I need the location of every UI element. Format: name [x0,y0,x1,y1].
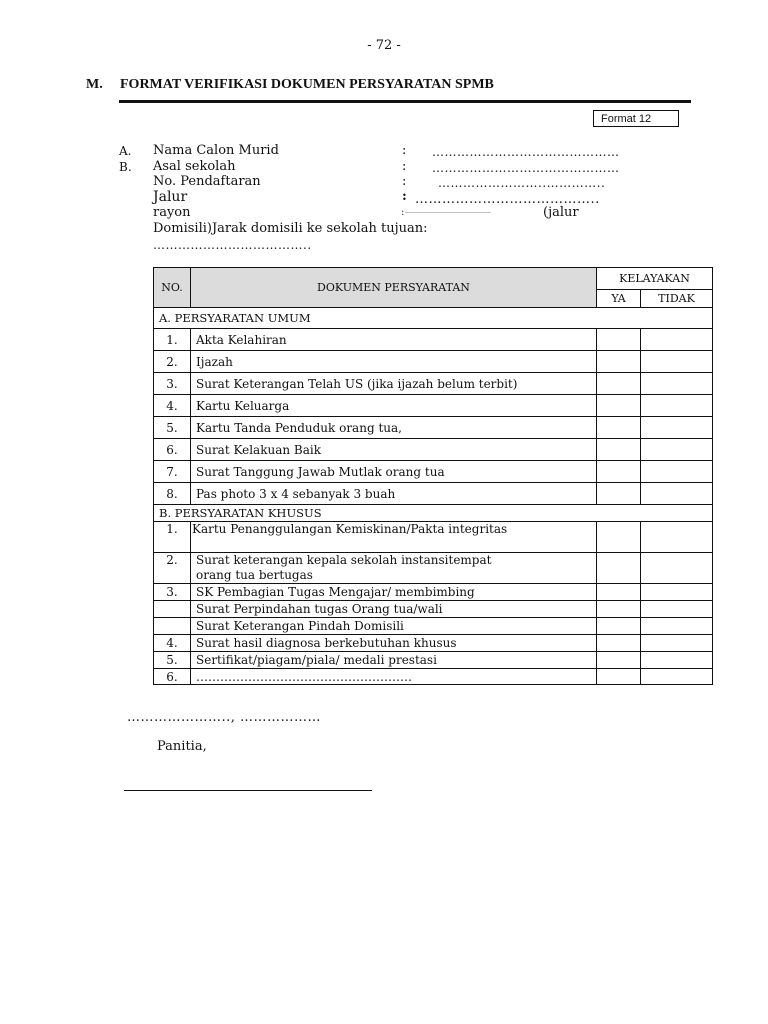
check-tidak[interactable] [641,417,713,439]
nama-label: Nama Calon Murid [153,143,279,158]
section-b-header: B. PERSYARATAN KHUSUS [154,505,713,522]
requirements-table [153,267,713,685]
table-row [154,417,713,439]
row-number: 2. [154,553,191,584]
check-tidak[interactable] [641,601,713,618]
table-row [154,395,713,417]
table-row [154,618,713,635]
check-ya[interactable] [597,652,641,669]
signature-line [124,790,372,791]
row-document [191,553,597,584]
check-ya[interactable] [597,522,641,553]
check-tidak[interactable] [641,351,713,373]
row-document: SK Pembagian Tugas Mengajar/ membimbing [191,584,597,601]
col-header-tidak: TIDAK [641,290,713,308]
table-row [154,652,713,669]
check-ya[interactable] [597,553,641,584]
jalur-colon: : [402,189,407,204]
row-number [154,601,191,618]
row-document: Pas photo 3 x 4 sebanyak 3 buah [191,483,597,505]
col-header-dokumen: DOKUMEN PERSYARATAN [191,268,597,308]
check-ya[interactable] [597,351,641,373]
check-ya[interactable] [597,669,641,685]
check-tidak[interactable] [641,618,713,635]
row-number: 6. [154,439,191,461]
row-document-line2: orang tua bertugas [196,568,313,582]
table-row [154,351,713,373]
domisili-value[interactable]: ……………………………….. [153,238,312,252]
no-pendaftaran-label: No. Pendaftaran [153,174,261,189]
rayon-label: rayon [153,205,191,220]
asal-label: Asal sekolah [153,159,236,174]
row-document: Ijazah [191,351,597,373]
check-ya[interactable] [597,329,641,351]
row-number: 3. [154,373,191,395]
table-row [154,601,713,618]
check-ya[interactable] [597,439,641,461]
nama-value[interactable]: ……………………………………… [432,145,620,159]
check-ya[interactable] [597,483,641,505]
rayon-value[interactable]: ……………………………………. [405,208,491,215]
row-number: 5. [154,652,191,669]
page-number: - 72 - [367,38,401,53]
row-number: 3. [154,584,191,601]
table-row [154,635,713,652]
no-pendaftaran-colon: : [402,174,407,189]
row-document: Surat Keterangan Telah US (jika ijazah belum terbit) [191,373,597,395]
section-title: FORMAT VERIFIKASI DOKUMEN PERSYARATAN SPMB [120,77,494,92]
table-row [154,461,713,483]
table-row [154,373,713,395]
asal-value[interactable]: ……………………………………… [432,161,620,175]
row-number: 5. [154,417,191,439]
jalur-label: Jalur [153,189,188,205]
row-document: Surat hasil diagnosa berkebutuhan khusus [191,635,597,652]
row-document: ……………………………………………… [191,669,597,685]
check-ya[interactable] [597,461,641,483]
section-letter: M. [86,77,103,92]
col-header-ya: YA [597,290,641,308]
check-tidak[interactable] [641,483,713,505]
check-tidak[interactable] [641,584,713,601]
row-number: 1. [154,522,191,553]
field-letter-b: B. [119,160,132,174]
check-ya[interactable] [597,618,641,635]
title-underline [119,100,691,103]
check-tidak[interactable] [641,395,713,417]
rayon-suffix: (jalur [543,205,579,220]
check-ya[interactable] [597,635,641,652]
check-tidak[interactable] [641,439,713,461]
row-number: 1. [154,329,191,351]
check-tidak[interactable] [641,522,713,553]
check-tidak[interactable] [641,652,713,669]
table-row [154,522,713,553]
domisili-label: Domisili)Jarak domisili ke sekolah tujuan: [153,221,428,236]
jalur-value[interactable]: ………………………………….. [415,192,600,207]
table-row [154,553,713,584]
panitia-label: Panitia, [157,739,207,754]
row-number [154,618,191,635]
table-row [154,483,713,505]
row-document: Surat Perpindahan tugas Orang tua/wali [191,601,597,618]
row-number: 4. [154,395,191,417]
col-header-no: NO. [154,268,191,308]
table-row [154,669,713,685]
asal-colon: : [402,159,407,174]
table-row [154,584,713,601]
row-document: Kartu Penanggulangan Kemiskinan/Pakta integritas [191,522,597,553]
place-date[interactable]: ………………….., ……………… [127,710,322,725]
format-label: Format 12 [593,110,679,127]
check-ya[interactable] [597,395,641,417]
check-tidak[interactable] [641,669,713,685]
check-ya[interactable] [597,373,641,395]
check-ya[interactable] [597,601,641,618]
check-ya[interactable] [597,417,641,439]
row-document: Surat Tanggung Jawab Mutlak orang tua [191,461,597,483]
row-number: 6. [154,669,191,685]
check-tidak[interactable] [641,329,713,351]
nama-colon: : [402,143,407,158]
row-document: Kartu Tanda Penduduk orang tua, [191,417,597,439]
row-document-line1: Surat keterangan kepala sekolah instansitempat [196,553,492,567]
no-pendaftaran-value[interactable]: ……………………..………….. [438,176,606,190]
section-a-header: A. PERSYARATAN UMUM [154,308,713,329]
field-letter-a: A. [119,144,132,158]
check-tidak[interactable] [641,553,713,584]
row-document: Surat Keterangan Pindah Domisili [191,618,597,635]
row-number: 2. [154,351,191,373]
col-header-kelayakan: KELAYAKAN [597,268,713,290]
row-number: 4. [154,635,191,652]
table-row [154,439,713,461]
row-document: Surat Kelakuan Baik [191,439,597,461]
row-document: Kartu Keluarga [191,395,597,417]
row-document: Akta Kelahiran [191,329,597,351]
check-tidak[interactable] [641,373,713,395]
table-row [154,329,713,351]
check-tidak[interactable] [641,461,713,483]
row-number: 7. [154,461,191,483]
rayon-colon: : [401,207,405,218]
row-document: Sertifikat/piagam/piala/ medali prestasi [191,652,597,669]
check-ya[interactable] [597,584,641,601]
row-number: 8. [154,483,191,505]
check-tidak[interactable] [641,635,713,652]
